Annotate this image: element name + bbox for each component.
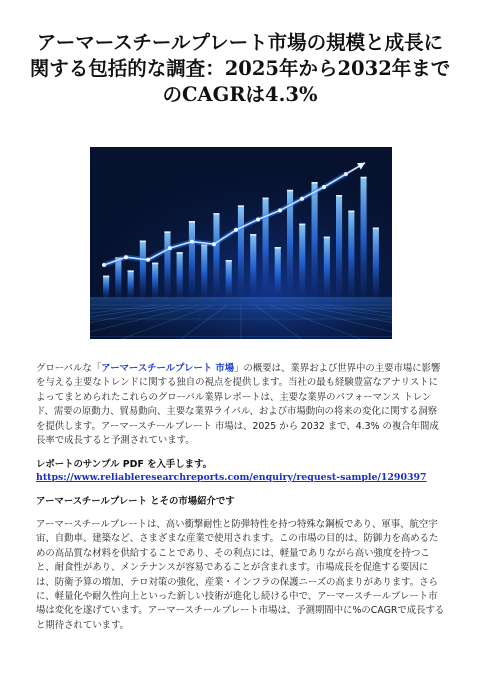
trend-point bbox=[256, 218, 260, 222]
chart-bar-cap bbox=[275, 247, 281, 249]
chart-bar bbox=[213, 213, 219, 299]
chart-bar-cap bbox=[189, 221, 195, 223]
trend-point bbox=[322, 185, 326, 189]
chart-bar bbox=[189, 221, 195, 299]
chart-bar bbox=[275, 247, 281, 299]
trend-point bbox=[146, 258, 150, 262]
trend-point bbox=[168, 246, 172, 250]
chart-bar bbox=[324, 237, 330, 299]
chart-bar bbox=[373, 228, 379, 300]
hero-image bbox=[90, 147, 392, 339]
intro-prefix: グローバルな「 bbox=[36, 363, 102, 374]
chart-bar-cap bbox=[263, 198, 269, 200]
trend-point bbox=[300, 197, 304, 201]
chart-bar bbox=[250, 234, 256, 299]
trend-point bbox=[234, 228, 238, 232]
sample-label: レポートのサンプル PDF を入手します。 bbox=[36, 459, 212, 470]
trend-point bbox=[102, 263, 106, 267]
trend-point bbox=[278, 208, 282, 212]
chart-bar bbox=[128, 270, 134, 299]
chart-bar-cap bbox=[177, 252, 183, 254]
chart-bar bbox=[299, 224, 305, 299]
trend-point bbox=[124, 255, 128, 259]
chart-bar bbox=[226, 260, 232, 299]
chart-bar-cap bbox=[348, 211, 354, 213]
chart-bar-cap bbox=[312, 182, 318, 184]
chart-bar bbox=[164, 231, 170, 299]
chart-bar bbox=[336, 195, 342, 299]
intro-paragraph bbox=[36, 362, 446, 448]
market-link[interactable]: アーマースチールプレート 市場 bbox=[101, 363, 235, 374]
chart-bar-cap bbox=[140, 241, 146, 243]
chart-bar-cap bbox=[226, 260, 232, 262]
chart-bar-cap bbox=[373, 228, 379, 230]
chart-bar bbox=[238, 205, 244, 299]
chart-bar bbox=[177, 252, 183, 299]
chart-bar-cap bbox=[164, 231, 170, 233]
section-heading: アーマースチールプレート とその市場紹介です bbox=[36, 496, 235, 507]
chart-bar-cap bbox=[128, 270, 134, 272]
chart-bar-cap bbox=[152, 263, 158, 265]
growth-chart-illustration bbox=[90, 147, 392, 339]
chart-bar-cap bbox=[336, 195, 342, 197]
chart-bar-cap bbox=[103, 276, 109, 278]
intro-suffix: 」の概要は、業界および世界中の主要市場に影響を与える主要なトレンドに関する独自の視点を提供します。当社の最も経験豊富なアナリストによってまとめられたこれらのグローバル業界レポートは、主要な業界のパフォーマンス トレンド、需要の原動力、貿易動向、主要な業界ライバル、および市場動向の将来の変化に関する洞察を提供します。アーマースチールプレート 市場は、2025 から 2032 まで、4.3% の複合年間成長率で成長すると予測されています。 bbox=[36, 363, 441, 447]
chart-bar-cap bbox=[361, 177, 367, 179]
chart-bar bbox=[361, 177, 367, 299]
chart-bar-cap bbox=[238, 205, 244, 207]
sample-url-link[interactable]: https://www.reliableresearchreports.com/enquiry/request-sample/1290397 bbox=[36, 471, 427, 483]
chart-bar bbox=[103, 276, 109, 299]
chart-bar bbox=[152, 263, 158, 299]
trend-point bbox=[190, 240, 194, 244]
chart-bar-cap bbox=[250, 234, 256, 236]
trend-point bbox=[212, 242, 216, 246]
chart-bar-cap bbox=[213, 213, 219, 215]
page-title: アーマースチールプレート市場の規模と成長に関する包括的な調査：2025年から2032年までのCAGRは4.3% bbox=[29, 31, 451, 106]
chart-bar-cap bbox=[287, 190, 293, 192]
chart-bar bbox=[115, 257, 121, 299]
chart-bar bbox=[312, 182, 318, 299]
chart-bar bbox=[348, 211, 354, 299]
sample-request bbox=[36, 459, 456, 484]
chart-bar bbox=[140, 241, 146, 300]
section-body: アーマースチールプレートは、高い衝撃耐性と防弾特性を持つ特殊な鋼板であり、軍事、航空宇宙、自動車、建築など、さまざまな産業で使用されます。この市場の目的は、防御力を高めるための高品質な材料を供給することであり、その利点には、軽量でありながら高い強度を持つこと、耐食性があり、メンテナンスが容易であることが含まれます。市場成長を促進する要因には、防衛予算の増加、テロ対策の強化、産業・インフラの保護ニーズの高まりがあります。さらに、軽量化や耐久性向上といった新しい技術が進化し続ける中で、アーマースチールプレート市場は変化を遂げています。アーマースチールプレート市場は、予測期間中に%のCAGRで成長すると期待されています。 bbox=[36, 519, 445, 631]
chart-bar-cap bbox=[324, 237, 330, 239]
chart-bar bbox=[201, 244, 207, 299]
chart-bar-cap bbox=[299, 224, 305, 226]
